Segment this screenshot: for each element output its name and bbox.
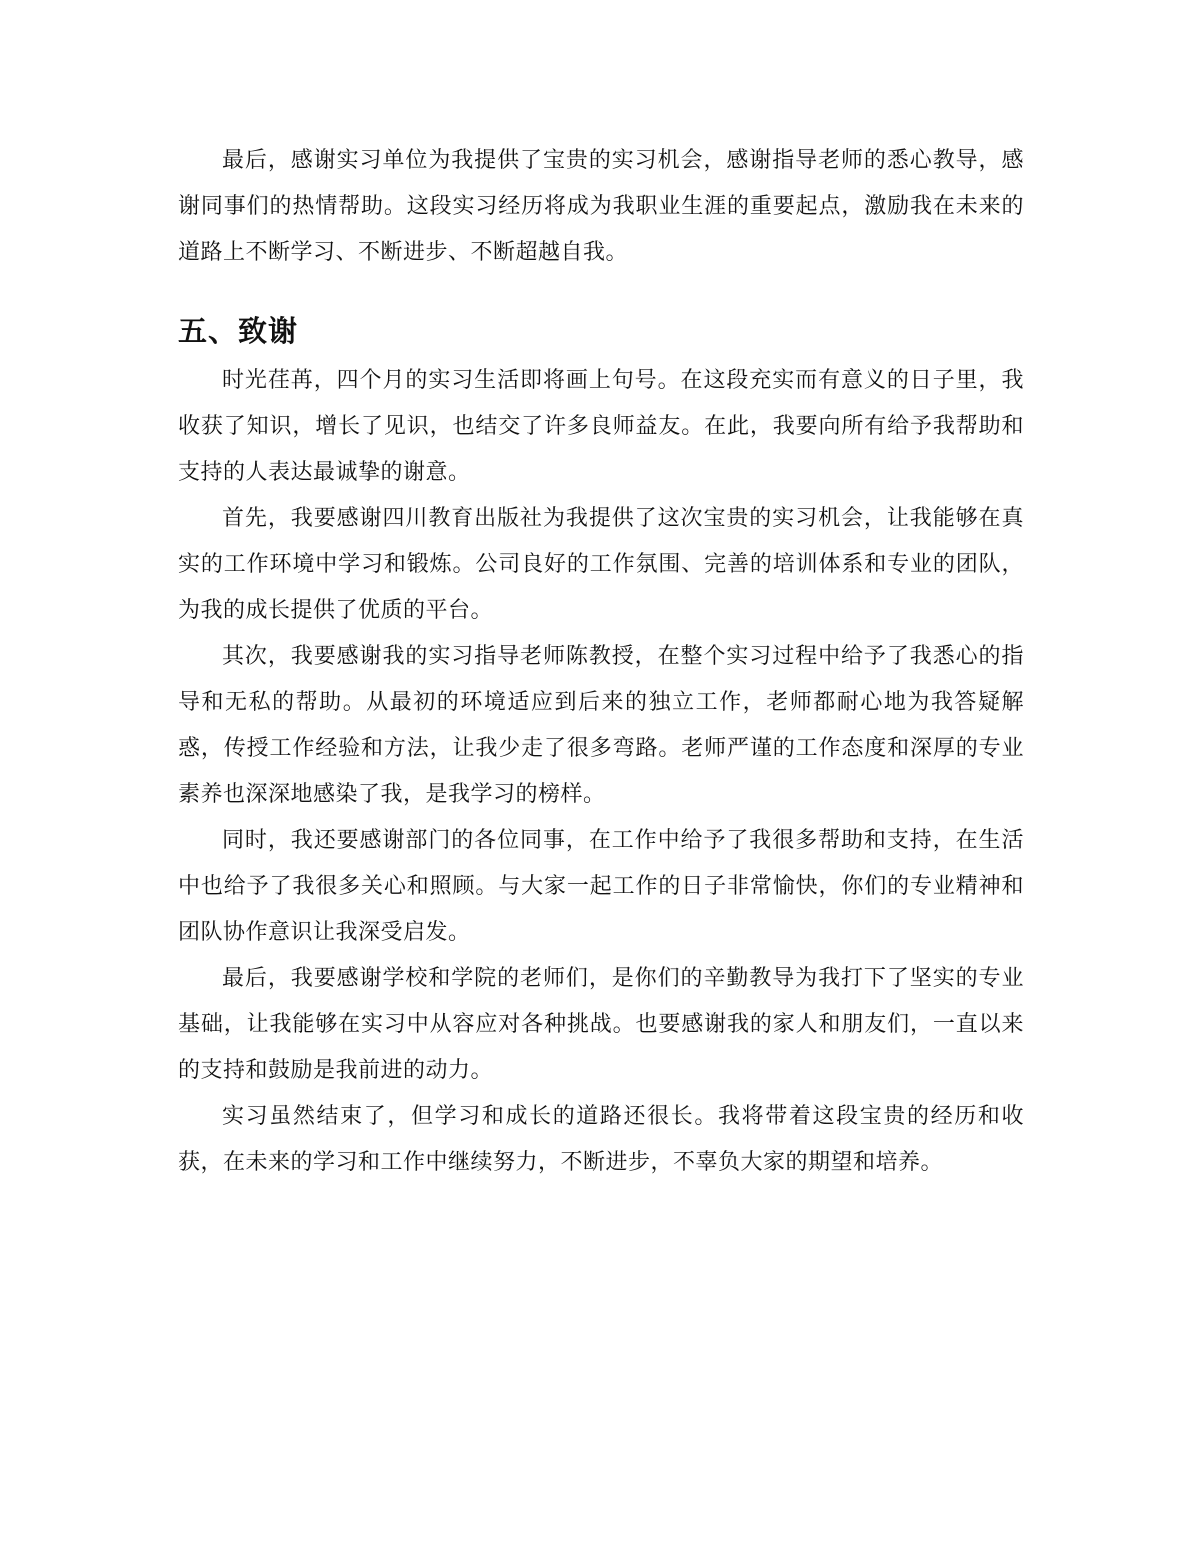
paragraph-4: 同时，我还要感谢部门的各位同事，在工作中给予了我很多帮助和支持，在生活中也给予了我很多关心和照顾。与大家一起工作的日子非常愉快，你们的专业精神和团队协作意识让我深受启发。 [178, 828, 1024, 945]
document-page [178, 138, 1024, 1186]
section-heading: 五、致谢 [178, 314, 299, 348]
paragraph-1: 时光荏苒，四个月的实习生活即将画上句号。在这段充实而有意义的日子里，我收获了知识，增长了见识，也结交了许多良师益友。在此，我要向所有给予我帮助和支持的人表达最诚挚的谢意。 [178, 368, 1024, 485]
paragraph-6: 实习虽然结束了，但学习和成长的道路还很长。我将带着这段宝贵的经历和收获，在未来的学习和工作中继续努力，不断进步，不辜负大家的期望和培养。 [178, 1104, 1024, 1175]
intro-paragraph: 最后，感谢实习单位为我提供了宝贵的实习机会，感谢指导老师的悉心教导，感谢同事们的热情帮助。这段实习经历将成为我职业生涯的重要起点，激励我在未来的道路上不断学习、不断进步、不断超越自我。 [178, 148, 1024, 265]
paragraph-2: 首先，我要感谢四川教育出版社为我提供了这次宝贵的实习机会，让我能够在真实的工作环境中学习和锻炼。公司良好的工作氛围、完善的培训体系和专业的团队，为我的成长提供了优质的平台。 [178, 506, 1024, 623]
paragraph-3: 其次，我要感谢我的实习指导老师陈教授，在整个实习过程中给予了我悉心的指导和无私的帮助。从最初的环境适应到后来的独立工作，老师都耐心地为我答疑解惑，传授工作经验和方法，让我少走了很多弯路。老师严谨的工作态度和深厚的专业素养也深深地感染了我，是我学习的榜样。 [178, 644, 1024, 807]
paragraph-5: 最后，我要感谢学校和学院的老师们，是你们的辛勤教导为我打下了坚实的专业基础，让我能够在实习中从容应对各种挑战。也要感谢我的家人和朋友们，一直以来的支持和鼓励是我前进的动力。 [178, 966, 1024, 1083]
